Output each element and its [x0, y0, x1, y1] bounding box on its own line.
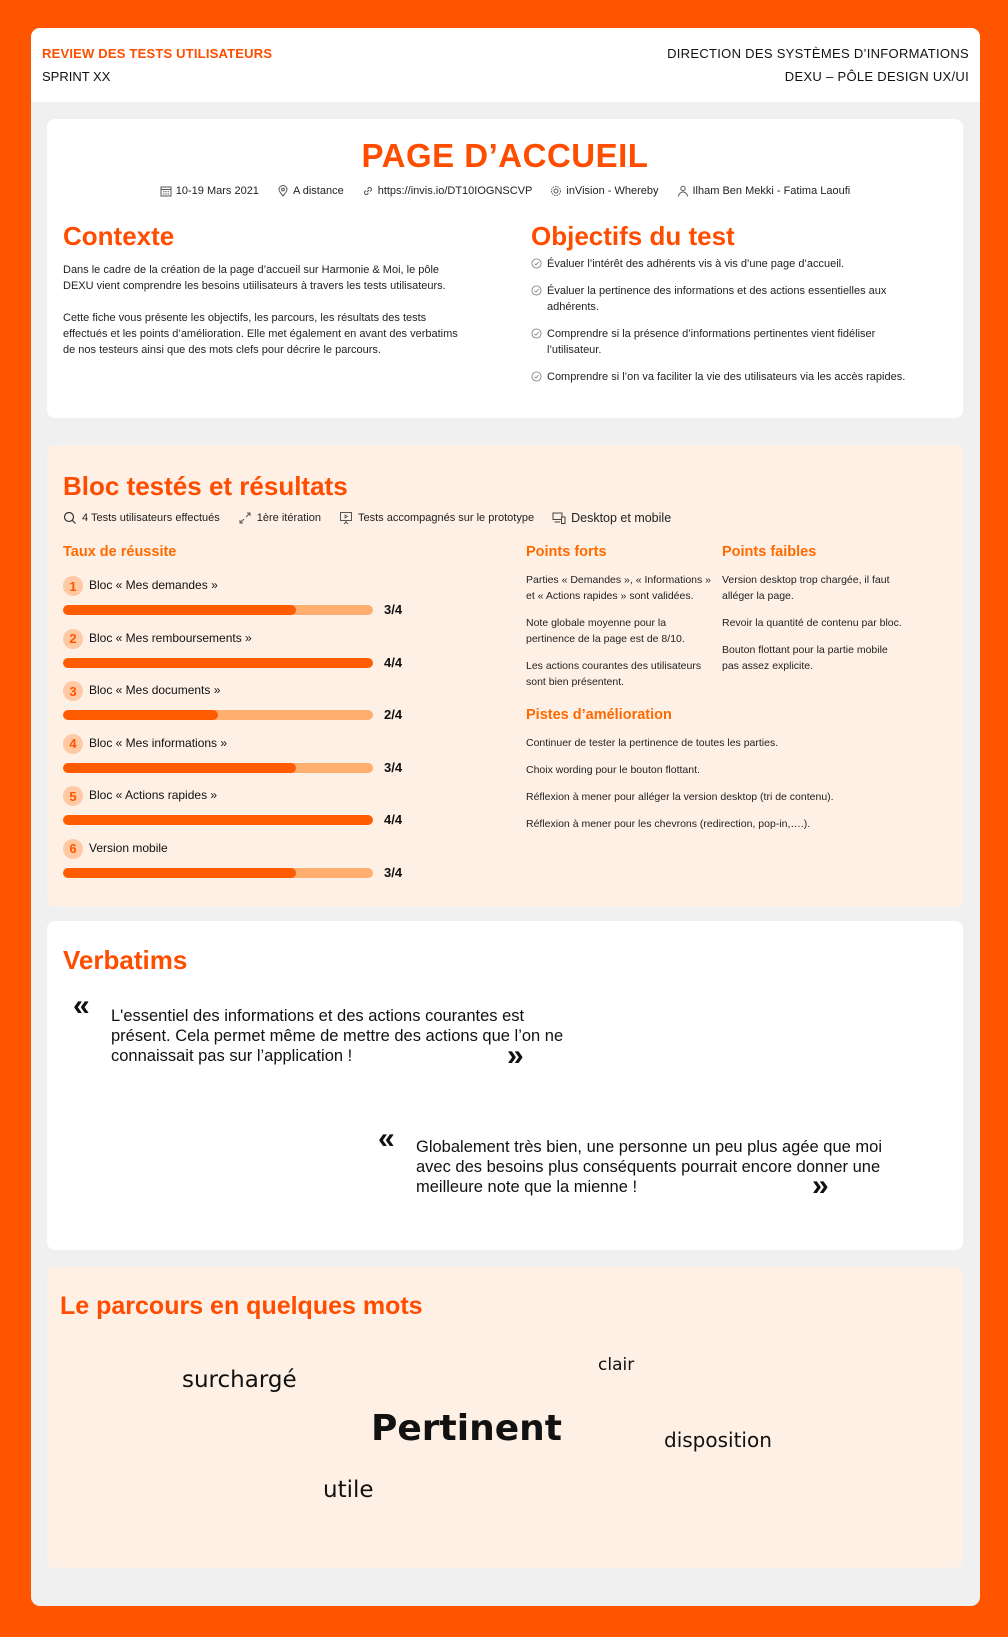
objectives-list [531, 256, 911, 396]
rate-label: Version mobile [89, 840, 168, 855]
sprint-label: SPRINT XX [42, 69, 111, 84]
stat-prototype: Tests accompagnés sur le prototype [339, 511, 534, 525]
progress-fill [63, 868, 296, 878]
keyword: Pertinent [371, 1408, 562, 1449]
context-body [63, 262, 463, 358]
improvement-item: Continuer de tester la pertinence de toutes les parties. [526, 737, 779, 749]
results-card [47, 445, 963, 907]
progress-fill [63, 763, 296, 773]
meta-tools: inVision - Whereby [550, 185, 658, 197]
keywords-title: Le parcours en quelques mots [60, 1292, 423, 1320]
check-circle-icon [531, 371, 542, 382]
strength-item: Note globale moyenne pour la pertinence de la page est de 8/10. [526, 617, 685, 645]
verbatim-quote: L'essentiel des informations et des actions courantes est présent. Cela permet même de mettre des actions que l’on ne connaissait pas sur l’application ! [111, 1007, 564, 1065]
rate-score: 4/4 [384, 654, 403, 670]
verbatim-quote: Globalement très bien, une personne un peu plus agée que moi avec des besoins plus conséquents pourrait encore donner une meilleure note que la mienne ! [416, 1138, 882, 1196]
rate-label: Bloc « Mes demandes » [89, 578, 218, 592]
keyword: clair [598, 1355, 635, 1375]
rate-number-badge: 1 [63, 576, 83, 596]
rate-score: 2/4 [384, 707, 403, 722]
rate-label: Bloc « Mes remboursements » [89, 630, 252, 645]
keyword: utile [323, 1477, 374, 1503]
rate-number-badge: 3 [63, 681, 83, 701]
progress-fill [63, 815, 373, 825]
iteration-arrows-icon [238, 511, 252, 525]
results-title: Bloc testés et résultats [63, 471, 348, 501]
rate-number-badge: 6 [63, 839, 83, 859]
open-quote-icon: « [378, 1122, 395, 1155]
weakness-item: Bouton flottant pour la partie mobile pas assez explicite. [722, 644, 888, 672]
header-left [42, 46, 272, 85]
rate-item [63, 839, 423, 892]
rate-number-badge: 2 [63, 629, 83, 649]
strengths-list [526, 572, 711, 701]
header-right [667, 46, 969, 85]
progress-track [63, 710, 373, 720]
rate-label: Bloc « Mes documents » [89, 683, 221, 697]
check-circle-icon [531, 285, 542, 296]
progress-track [63, 658, 373, 668]
success-rate-title: Taux de réussite [63, 544, 177, 560]
keyword: disposition [664, 1428, 772, 1452]
rate-item [63, 786, 423, 839]
progress-fill [63, 710, 218, 720]
keywords-card [47, 1267, 963, 1568]
page-title: PAGE D’ACCUEIL [361, 137, 649, 174]
improvements-title: Pistes d’amélioration [526, 707, 672, 723]
rate-score: 3/4 [384, 864, 403, 880]
rate-number-badge: 4 [63, 734, 83, 754]
close-quote-icon: » [507, 1039, 524, 1072]
calendar-icon [160, 185, 172, 197]
objective-item: Comprendre si la présence d’informations pertinentes vient fidéliser l’utilisateur. [531, 326, 911, 358]
meta-authors: Ilham Ben Mekki - Fatima Laoufi [677, 185, 851, 197]
progress-track [63, 763, 373, 773]
org-name: DIRECTION DES SYSTÈMES D’INFORMATIONS [667, 46, 969, 61]
weaknesses-title: Points faibles [722, 544, 817, 560]
meta-link[interactable]: https://invis.io/DT10IOGNSCVP [362, 185, 533, 197]
review-sheet [31, 28, 980, 1606]
rate-score: 4/4 [384, 812, 403, 827]
weakness-item: Version desktop trop chargée, il faut alléger la page. [722, 574, 890, 602]
objectives-title: Objectifs du test [531, 221, 735, 251]
success-rates [63, 576, 423, 891]
strength-item: Les actions courantes des utilisateurs sont bien présentent. [526, 660, 702, 688]
stats-row [63, 511, 671, 525]
weakness-item: Revoir la quantité de contenu par bloc. [722, 617, 902, 629]
header-bar [31, 28, 980, 102]
improvement-item: Réflexion à mener pour les chevrons (redirection, pop-in,….). [526, 818, 811, 830]
check-circle-icon [531, 328, 542, 339]
document-kicker: REVIEW DES TESTS UTILISATEURS [42, 46, 273, 61]
presentation-icon [339, 511, 353, 525]
location-pin-icon [277, 185, 289, 197]
rate-score: 3/4 [384, 602, 403, 617]
strength-item: Parties « Demandes », « Informations » et « Actions rapides » sont validées. [526, 574, 712, 602]
stat-devices: Desktop et mobile [552, 511, 671, 525]
open-quote-icon: « [73, 989, 90, 1022]
strengths-title: Points forts [526, 544, 607, 560]
meta-location: A distance [277, 185, 344, 197]
objective-item: Évaluer l’intérêt des adhérents vis à vis d’une page d’accueil. [531, 256, 911, 272]
rate-item [63, 576, 423, 629]
progress-fill [63, 605, 296, 615]
org-team: DEXU – PÔLE DESIGN UX/UI [784, 69, 969, 84]
improvements-list [526, 735, 926, 843]
user-icon [677, 185, 689, 197]
weaknesses-list [722, 572, 907, 685]
meta-row [47, 185, 963, 197]
verbatims-title: Verbatims [63, 945, 188, 975]
link-icon [362, 185, 374, 197]
search-icon [63, 511, 77, 525]
gear-icon [550, 185, 562, 197]
rate-item [63, 681, 423, 734]
rate-label: Bloc « Actions rapides » [89, 788, 218, 802]
rate-number-badge: 5 [63, 786, 83, 806]
rate-item [63, 734, 423, 787]
progress-track [63, 868, 373, 878]
improvement-item: Réflexion à mener pour alléger la version desktop (tri de contenu). [526, 791, 834, 803]
objective-item: Évaluer la pertinence des informations et des actions essentielles aux adhérents. [531, 283, 911, 315]
context-title: Contexte [63, 221, 175, 251]
devices-icon [552, 511, 566, 525]
rate-item [63, 629, 423, 682]
improvement-item: Choix wording pour le bouton flottant. [526, 764, 700, 776]
rate-score: 3/4 [384, 759, 403, 775]
progress-track [63, 605, 373, 615]
meta-date: 10-19 Mars 2021 [160, 185, 259, 197]
close-quote-icon: » [812, 1169, 829, 1202]
progress-fill [63, 658, 373, 668]
context-paragraph: Cette fiche vous présente les objectifs, les parcours, les résultats des tests effectués et les points d’amélioration. Elle met également en avant des verbatims de nos testeurs ainsi que des mots clefs pour décrire le parcours. [63, 312, 458, 356]
rate-label: Bloc « Mes informations » [89, 735, 228, 750]
objective-item: Comprendre si l’on va faciliter la vie des utilisateurs via les accès rapides. [531, 369, 911, 385]
verbatims-card [47, 921, 963, 1250]
stat-iteration: 1ère itération [238, 511, 321, 525]
progress-track [63, 815, 373, 825]
stat-tests: 4 Tests utilisateurs effectués [63, 511, 220, 525]
keyword: surchargé [182, 1367, 297, 1393]
overview-card [47, 119, 963, 418]
check-circle-icon [531, 258, 542, 269]
context-paragraph: Dans le cadre de la création de la page d’accueil sur Harmonie & Moi, le pôle DEXU vient comprendre les besoins utiilisateurs à travers les tests utilisateurs. [63, 264, 446, 292]
